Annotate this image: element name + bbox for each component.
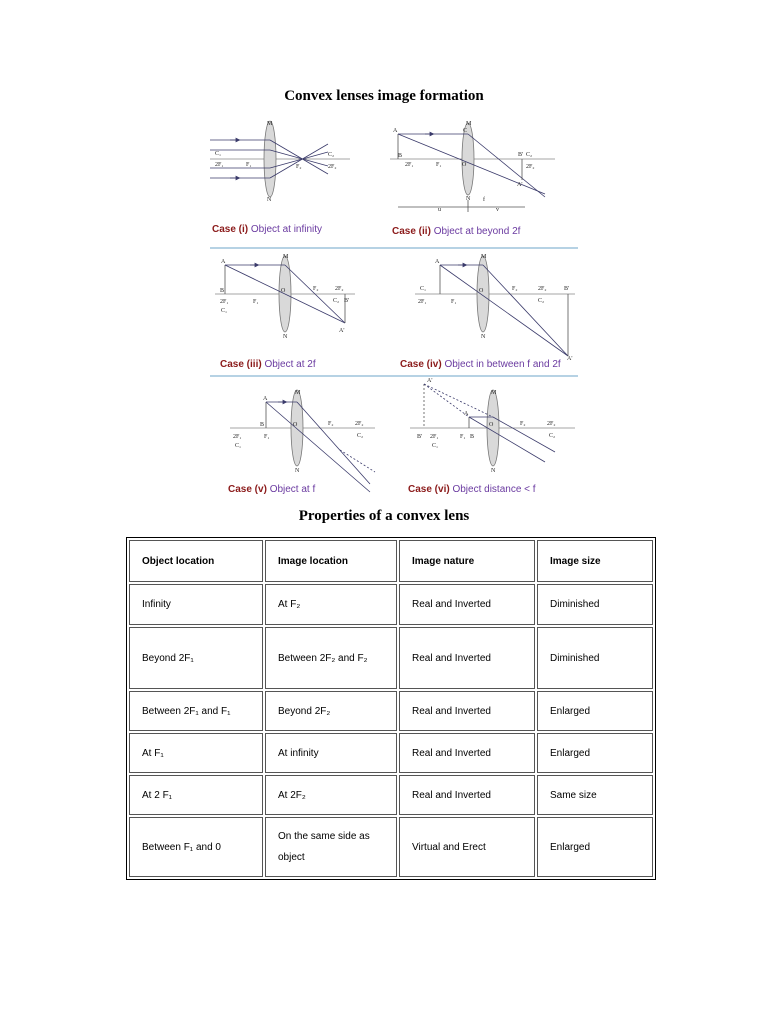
cell-image-size: Diminished xyxy=(537,584,653,625)
label-B-prime: B' xyxy=(518,152,524,158)
table-row xyxy=(129,733,653,773)
label-M: M xyxy=(267,121,273,127)
cell-image-size: Same size xyxy=(537,775,653,815)
label-C2: C₂ xyxy=(328,152,335,158)
header-image-nature: Image nature xyxy=(399,540,535,582)
label-A-prime: A' xyxy=(427,378,433,384)
cell-image-location: At infinity xyxy=(265,733,397,773)
case-4-caption: Case (iv) Object in between f and 2f xyxy=(400,359,561,370)
label-2F2: 2F₂ xyxy=(538,286,547,292)
cell-object-location: Beyond 2F₁ xyxy=(129,627,263,689)
header-object-location: Object location xyxy=(129,540,263,582)
label-C1: C₁ xyxy=(432,443,439,449)
label-N: N xyxy=(491,468,496,474)
label-N: N xyxy=(481,334,486,340)
label-v: v xyxy=(496,207,499,213)
label-N: N xyxy=(295,468,300,474)
case-5-diagram xyxy=(230,390,375,492)
label-A: A xyxy=(263,396,268,402)
case-2-caption: Case (ii) Object at beyond 2f xyxy=(392,226,521,237)
label-C1: C₁ xyxy=(420,286,427,292)
table-row xyxy=(129,627,653,689)
label-A: A xyxy=(464,411,469,417)
label-2F2: 2F₂ xyxy=(526,164,535,170)
label-A-prime: A' xyxy=(567,356,573,362)
cell-image-location: At F₂ xyxy=(265,584,397,625)
table-row xyxy=(129,817,653,877)
label-M: M xyxy=(491,390,497,396)
label-2F2: 2F₂ xyxy=(335,286,344,292)
cell-image-location: Between 2F₂ and F₂ xyxy=(265,627,397,689)
label-N: N xyxy=(283,334,288,340)
case-6-caption: Case (vi) Object distance < f xyxy=(408,484,536,495)
header-image-location: Image location xyxy=(265,540,397,582)
label-C2: C₂ xyxy=(549,433,556,439)
label-f: f xyxy=(483,197,485,203)
cell-object-location: At F₁ xyxy=(129,733,263,773)
table-header-row xyxy=(129,540,653,582)
label-2F1: 2F₁ xyxy=(215,162,224,168)
label-F2: F₂ xyxy=(313,286,319,292)
label-A: A xyxy=(435,259,440,265)
label-2F1: 2F₁ xyxy=(418,299,427,305)
label-C: C xyxy=(463,128,468,134)
label-F2: F₂ xyxy=(512,286,518,292)
label-u: u xyxy=(438,207,441,213)
label-M: M xyxy=(283,254,289,260)
cell-image-nature: Real and Inverted xyxy=(399,627,535,689)
convex-lens-properties-table xyxy=(126,537,656,880)
case-3-caption: Case (iii) Object at 2f xyxy=(220,359,316,370)
label-A: A xyxy=(393,128,398,134)
cell-image-size: Enlarged xyxy=(537,733,653,773)
label-C1: C₁ xyxy=(221,308,228,314)
label-B-prime: B' xyxy=(564,286,570,292)
label-2F1: 2F₁ xyxy=(430,434,439,440)
label-2F1: 2F₁ xyxy=(405,162,414,168)
label-C2: C₂ xyxy=(538,298,545,304)
label-2F2: 2F₂ xyxy=(547,421,556,427)
lens-shape xyxy=(291,390,303,466)
label-C2: C₂ xyxy=(526,152,533,158)
case-1-diagram xyxy=(210,121,350,197)
lens-diagrams-figure xyxy=(200,112,590,497)
cell-image-nature: Real and Inverted xyxy=(399,691,535,731)
label-2F2: 2F₂ xyxy=(355,421,364,427)
label-C2: C₂ xyxy=(357,433,364,439)
label-A-prime: A' xyxy=(339,328,345,334)
cell-image-location: On the same side as object xyxy=(265,817,397,877)
table-section-title: Properties of a convex lens xyxy=(298,508,470,524)
cell-image-nature: Virtual and Erect xyxy=(399,817,535,877)
label-A-prime: A' xyxy=(517,182,523,188)
cell-image-location: At 2F₂ xyxy=(265,775,397,815)
cell-image-size: Diminished xyxy=(537,627,653,689)
case-4-diagram xyxy=(415,256,575,356)
label-B: B xyxy=(220,288,225,294)
cell-object-location: At 2 F₁ xyxy=(129,775,263,815)
case-5-caption: Case (v) Object at f xyxy=(228,484,316,495)
label-F1: F₁ xyxy=(253,299,259,305)
label-F1: F₁ xyxy=(436,162,442,168)
label-F2: F₂ xyxy=(296,164,302,170)
cell-image-size: Enlarged xyxy=(537,817,653,877)
header-image-size: Image size xyxy=(537,540,653,582)
label-M: M xyxy=(466,121,472,127)
label-O: O xyxy=(462,162,467,168)
label-N: N xyxy=(267,197,272,203)
label-F2: F₂ xyxy=(328,421,334,427)
label-2F2: 2F₂ xyxy=(328,164,337,170)
label-F1: F₁ xyxy=(460,434,466,440)
label-F2: F₂ xyxy=(520,421,526,427)
table-row xyxy=(129,775,653,815)
lens-shape xyxy=(487,390,499,466)
cell-image-location: Beyond 2F₂ xyxy=(265,691,397,731)
case-1-caption: Case (i) Object at infinity xyxy=(212,224,323,235)
label-O: O xyxy=(489,422,494,428)
label-F1: F₁ xyxy=(264,434,270,440)
label-C1: C₁ xyxy=(215,151,222,157)
label-B-prime: B' xyxy=(344,298,350,304)
label-2F1: 2F₁ xyxy=(233,434,242,440)
cell-object-location: Between 2F₁ and F₁ xyxy=(129,691,263,731)
lens-shape xyxy=(477,256,489,332)
label-O: O xyxy=(281,288,286,294)
cell-image-nature: Real and Inverted xyxy=(399,775,535,815)
label-N: N xyxy=(466,196,471,202)
table-row xyxy=(129,584,653,625)
label-O: O xyxy=(479,288,484,294)
label-C2: C₂ xyxy=(333,298,340,304)
cell-image-size: Enlarged xyxy=(537,691,653,731)
label-2F1: 2F₁ xyxy=(220,299,229,305)
label-M: M xyxy=(481,254,487,260)
label-M: M xyxy=(295,390,301,396)
label-C1: C₁ xyxy=(235,443,242,449)
label-F1: F₁ xyxy=(246,162,252,168)
case-3-diagram xyxy=(215,256,355,332)
cell-image-nature: Real and Inverted xyxy=(399,584,535,625)
cell-image-nature: Real and Inverted xyxy=(399,733,535,773)
cell-object-location: Infinity xyxy=(129,584,263,625)
label-F1: F₁ xyxy=(451,299,457,305)
label-B: B xyxy=(260,422,265,428)
table-row xyxy=(129,691,653,731)
diagram-section-title: Convex lenses image formation xyxy=(284,88,484,104)
label-B-prime: B' xyxy=(417,434,423,440)
label-B: B xyxy=(398,153,403,159)
label-B: B xyxy=(470,434,475,440)
label-O: O xyxy=(293,422,298,428)
cell-object-location: Between F₁ and 0 xyxy=(129,817,263,877)
lens-shape xyxy=(264,121,276,197)
label-A: A xyxy=(221,259,226,265)
